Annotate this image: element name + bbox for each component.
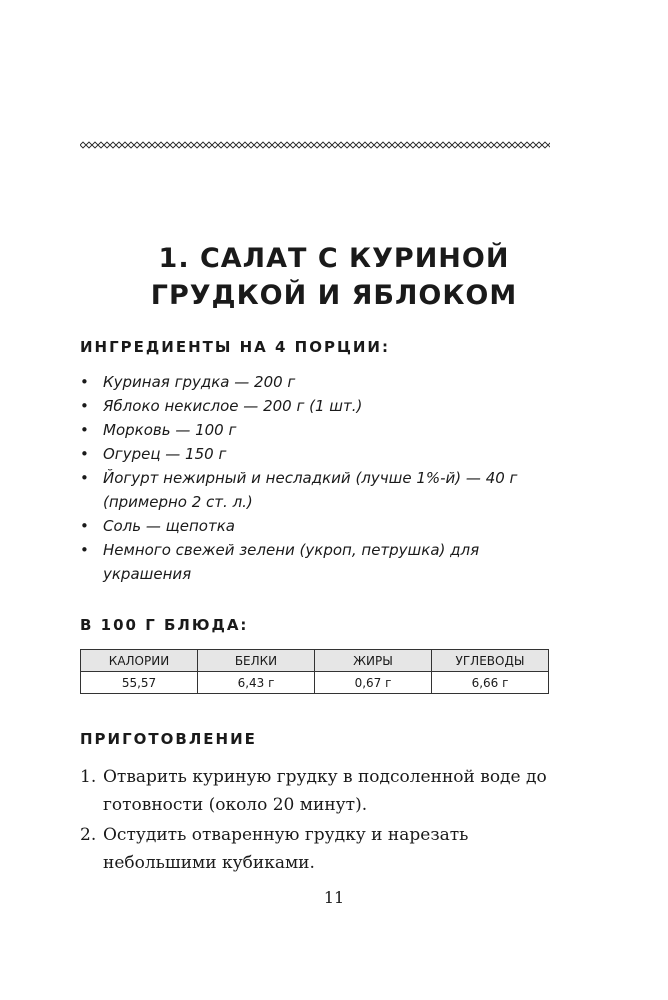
ingredient-item: • Огурец — 150 г xyxy=(80,442,560,466)
recipe-title-line-1: 1. САЛАТ С КУРИНОЙ xyxy=(158,243,510,274)
nutrition-value: 55,57 xyxy=(81,672,198,694)
ingredient-item: • Соль — щепотка xyxy=(80,514,560,538)
preparation-heading: ПРИГОТОВЛЕНИЕ xyxy=(80,730,257,748)
page-number: 11 xyxy=(323,888,345,907)
step-text: Отварить куриную грудку в подсоленной воде до готовности (около 20 минут). xyxy=(103,767,547,815)
ingredient-item: • Немного свежей зелени (укроп, петрушка) для украшения xyxy=(80,538,560,586)
ingredient-item: • Морковь — 100 г xyxy=(80,418,560,442)
nutrition-column-header: КАЛОРИИ xyxy=(81,650,198,672)
nutrition-column-header: БЕЛКИ xyxy=(198,650,315,672)
decorative-ornament-border xyxy=(80,140,550,150)
step-number: 1. xyxy=(80,767,97,787)
preparation-steps xyxy=(80,763,550,879)
nutrition-header-row xyxy=(81,650,549,672)
recipe-title-line-2: ГРУДКОЙ И ЯБЛОКОМ xyxy=(150,280,518,311)
preparation-step xyxy=(80,821,550,877)
nutrition-column-header: УГЛЕВОДЫ xyxy=(432,650,549,672)
preparation-step xyxy=(80,763,550,819)
step-number: 2. xyxy=(80,825,97,845)
nutrition-column-header: ЖИРЫ xyxy=(315,650,432,672)
ingredients-list xyxy=(80,370,560,586)
ingredient-item: • Яблоко некислое — 200 г (1 шт.) xyxy=(80,394,560,418)
nutrition-value: 6,43 г xyxy=(198,672,315,694)
ingredient-item: • Куриная грудка — 200 г xyxy=(80,370,560,394)
nutrition-values-row xyxy=(81,672,549,694)
ingredients-heading: ИНГРЕДИЕНТЫ НА 4 ПОРЦИИ: xyxy=(80,338,390,356)
nutrition-value: 6,66 г xyxy=(432,672,549,694)
ingredient-item: • Йогурт нежирный и несладкий (лучше 1%-й) — 40 г (примерно 2 ст. л.) xyxy=(80,466,560,514)
nutrition-value: 0,67 г xyxy=(315,672,432,694)
nutrition-heading: В 100 Г БЛЮДА: xyxy=(80,616,249,634)
nutrition-table xyxy=(80,649,549,694)
step-text: Остудить отваренную грудку и нарезать небольшими кубиками. xyxy=(103,825,469,873)
recipe-title xyxy=(60,240,608,314)
